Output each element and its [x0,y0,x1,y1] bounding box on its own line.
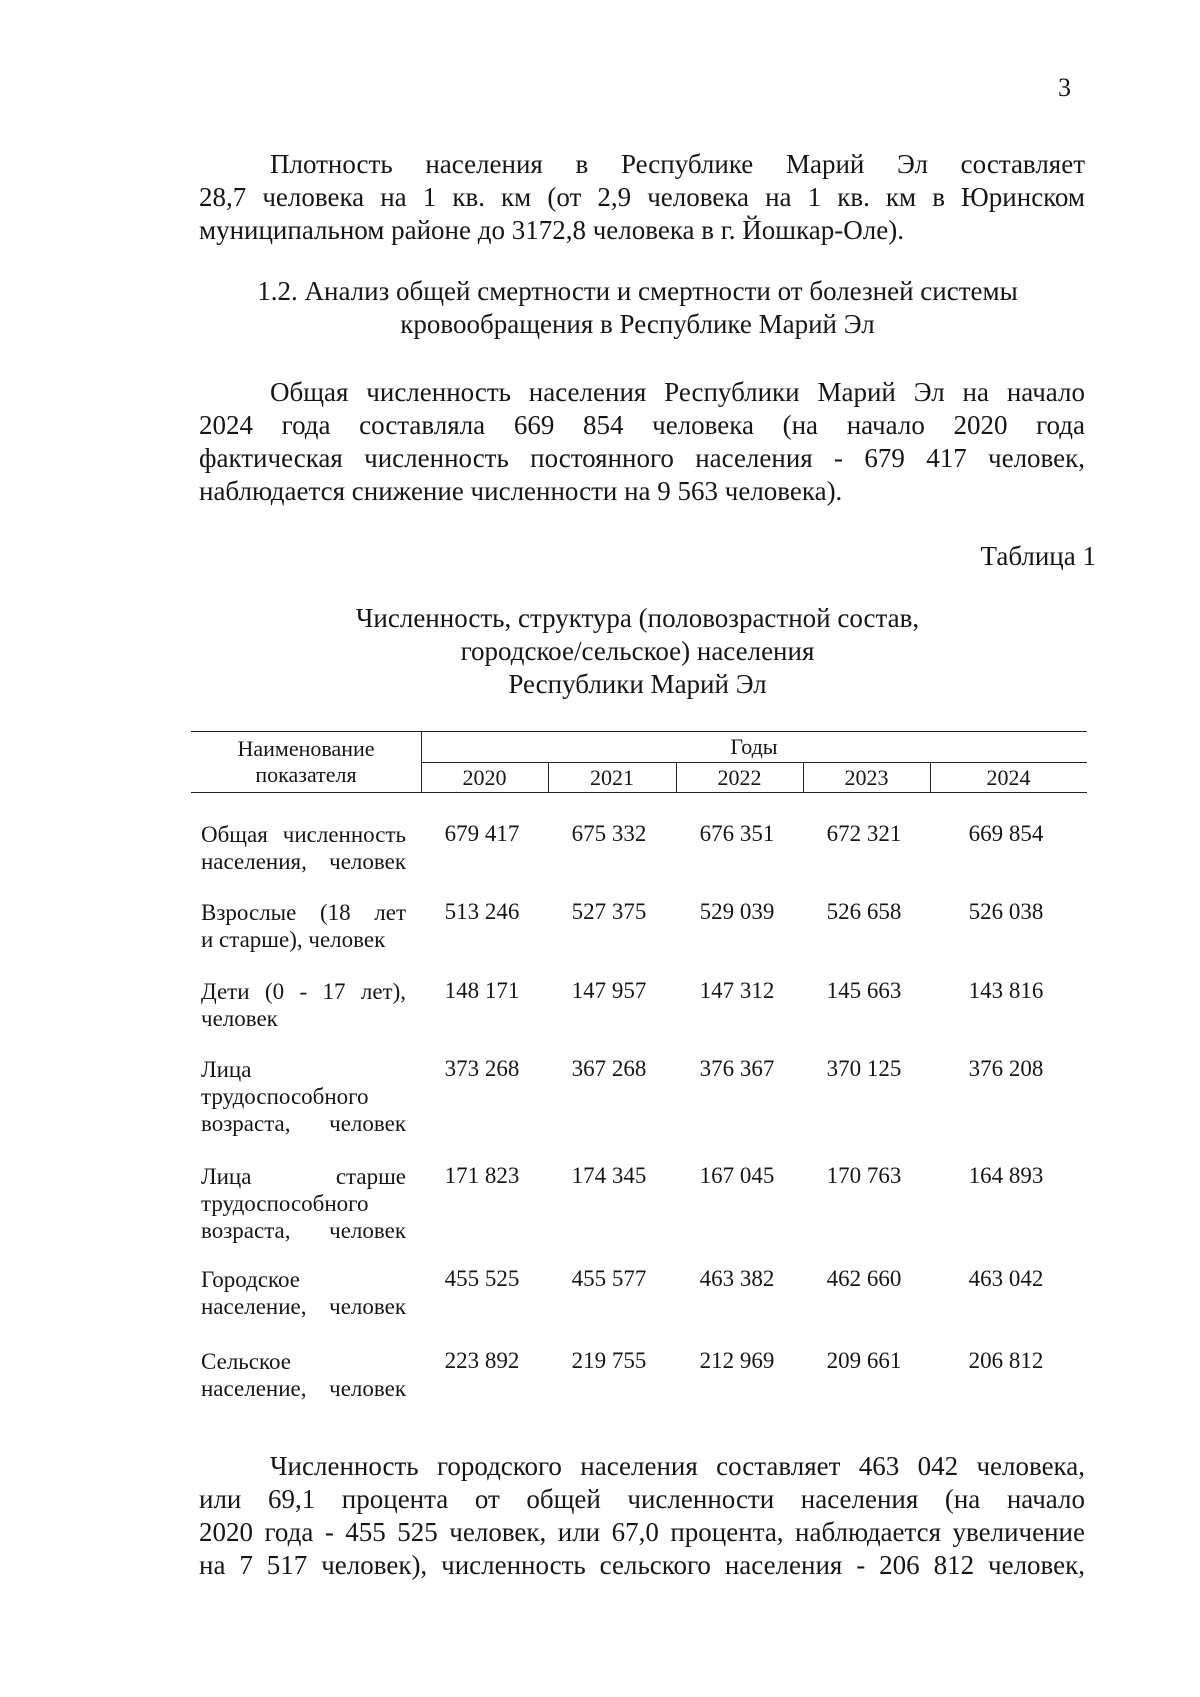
paragraph-line: наблюдается снижение численности на 9 563 человека). [199,476,843,506]
row-name-line: Сельское [201,1349,292,1374]
row-name-line: население, человек [201,1294,406,1319]
paragraph-line: Плотность населения в Республике Марий Эл составляет [270,149,1085,179]
row-name [201,899,406,953]
row-name-line: возраста, человек [201,1218,406,1243]
cell-value: 174 345 [571,1163,647,1188]
cell-value: 145 663 [826,978,902,1003]
cell-value: 672 321 [826,821,902,846]
cell-value: 455 525 [444,1266,520,1291]
cell-value: 529 039 [699,899,775,924]
cell-value: 143 816 [968,978,1044,1003]
cell-value: 526 658 [826,899,902,924]
row-name [201,1266,406,1320]
cell-value: 147 312 [699,978,775,1003]
section-heading-line: кровообращения в Республике Марий Эл [400,309,875,339]
row-name-line: Лица старше [201,1164,406,1189]
cell-value: 206 812 [968,1348,1044,1373]
cell-value: 526 038 [968,899,1044,924]
row-name-line: человек [201,1006,278,1031]
cell-value: 170 763 [826,1163,902,1188]
table-header-bottom-rule [191,792,1087,793]
table-top-rule [191,731,1087,732]
table-title-line: городское/сельское) населения [460,636,815,666]
paragraph-line: Численность городского населения составляет 463 042 человека, [270,1451,1085,1481]
table-row [191,1348,1087,1408]
header-year: 2022 [717,765,762,790]
row-name [201,1056,406,1137]
row-name-line: Городское [201,1267,301,1292]
row-name-line: Взрослые (18 лет [201,900,406,925]
row-name [201,1348,406,1402]
paragraph-line: 2024 года составляла 669 854 человека (на начало 2020 года [199,410,1085,440]
table-title-line: Республики Марий Эл [508,669,767,699]
cell-value: 147 957 [571,978,647,1003]
paragraph-total-population [199,376,1085,508]
table-row [191,899,1087,959]
cell-value: 370 125 [826,1056,902,1081]
paragraph-line: фактическая численность постоянного населения - 679 417 человек, [199,443,1085,473]
cell-value: 171 823 [444,1163,520,1188]
paragraph-line: Общая численность населения Республики Марий Эл на начало [270,377,1085,407]
row-name-line: трудоспособного [201,1084,369,1109]
row-name-line: население, человек [201,1376,406,1401]
table-row [191,1163,1087,1248]
section-heading [180,275,1095,341]
paragraph-population-density [199,148,1085,247]
row-name-line: трудоспособного [201,1191,369,1216]
section-heading-line: 1.2. Анализ общей смертности и смертности от болезней системы [257,276,1018,306]
header-indicator-line: Наименование [237,736,375,761]
cell-value: 219 755 [571,1348,647,1373]
header-indicator-line: показателя [255,762,357,787]
cell-value: 167 045 [699,1163,775,1188]
row-name [201,1163,406,1244]
table-title-line: Численность, структура (половозрастной состав, [355,603,920,633]
table-row [191,1266,1087,1326]
cell-value: 679 417 [444,821,520,846]
header-year: 2023 [844,765,889,790]
cell-value: 463 382 [699,1266,775,1291]
header-year: 2024 [986,765,1031,790]
cell-value: 376 367 [699,1056,775,1081]
cell-value: 367 268 [571,1056,647,1081]
cell-value: 209 661 [826,1348,902,1373]
row-name [201,821,406,875]
header-year: 2020 [462,765,507,790]
cell-value: 669 854 [968,821,1044,846]
cell-value: 513 246 [444,899,520,924]
row-name-line: возраста, человек [201,1111,406,1136]
cell-value: 223 892 [444,1348,520,1373]
header-indicator-name [191,736,421,788]
cell-value: 373 268 [444,1056,520,1081]
paragraph-line: 2020 года - 455 525 человек, или 67,0 процента, наблюдается увеличение [199,1517,1085,1547]
paragraph-line: муниципальном районе до 3172,8 человека в г. Йошкар-Оле). [199,215,904,245]
cell-value: 675 332 [571,821,647,846]
paragraph-line: 28,7 человека на 1 кв. км (от 2,9 человека на 1 кв. км в Юринском [199,182,1085,212]
row-name-line: населения, человек [201,849,406,874]
page-number: 3 [1058,73,1071,102]
cell-value: 148 171 [444,978,520,1003]
table-row [191,821,1087,881]
cell-value: 376 208 [968,1056,1044,1081]
cell-value: 676 351 [699,821,775,846]
table-title [290,602,985,701]
row-name-line: Общая численность [201,822,406,847]
cell-value: 527 375 [571,899,647,924]
table-row [191,978,1087,1038]
table-year-rule [421,762,1087,763]
cell-value: 463 042 [968,1266,1044,1291]
table-row [191,1056,1087,1141]
cell-value: 462 660 [826,1266,902,1291]
paragraph-line: или 69,1 процента от общей численности населения (на начало [199,1484,1085,1514]
paragraph-urban-population [199,1450,1085,1582]
paragraph-line: на 7 517 человек), численность сельского населения - 206 812 человек, [199,1550,1085,1580]
row-name [201,978,406,1032]
row-name-line: и старше), человек [201,927,386,952]
header-years: Годы [730,734,778,759]
cell-value: 164 893 [968,1163,1044,1188]
table-label: Таблица 1 [980,541,1096,571]
row-name-line: Лица [201,1057,252,1082]
cell-value: 212 969 [699,1348,775,1373]
cell-value: 455 577 [571,1266,647,1291]
header-year: 2021 [590,765,634,790]
row-name-line: Дети (0 - 17 лет), [201,979,406,1004]
